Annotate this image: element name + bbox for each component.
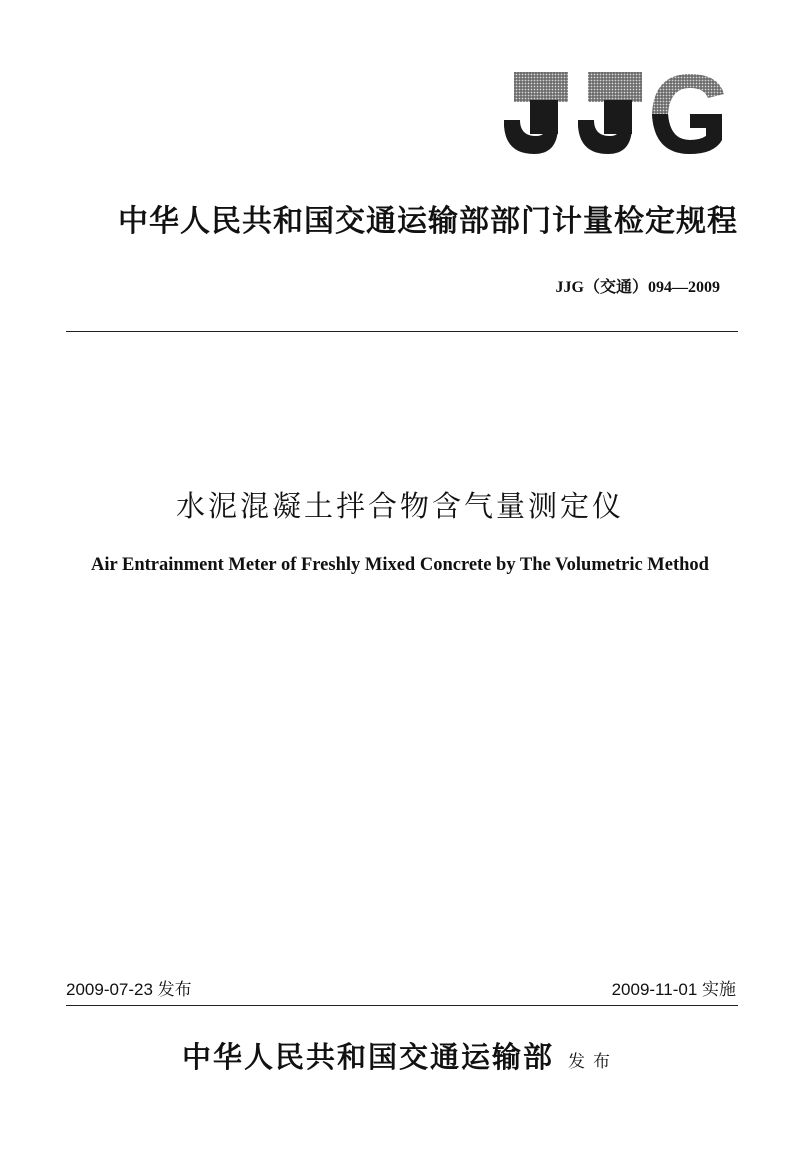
top-divider: [66, 331, 738, 332]
logo-letter-g: [652, 74, 724, 154]
publisher-line: [0, 1035, 800, 1076]
logo-letter-j-2: [578, 72, 642, 154]
publish-label: 发布: [568, 1052, 618, 1072]
publisher-name: 中华人民共和国交通运输部: [181, 1040, 554, 1074]
document-title-chinese: 水泥混凝土拌合物含气量测定仪: [175, 489, 624, 523]
jjg-logo: [500, 70, 728, 156]
effective-date: 2009-11-01 实施: [611, 980, 736, 999]
logo-letter-j-1: [504, 72, 568, 154]
standard-number: JJG（交通）094—2009: [555, 279, 720, 296]
issue-date: 2009-07-23 发布: [66, 980, 192, 999]
document-title-english: Air Entrainment Meter of Freshly Mixed Concrete by The Volumetric Method: [91, 555, 709, 575]
bottom-divider: [66, 1005, 738, 1006]
series-title: 中华人民共和国交通运输部部门计量检定规程: [118, 204, 738, 239]
